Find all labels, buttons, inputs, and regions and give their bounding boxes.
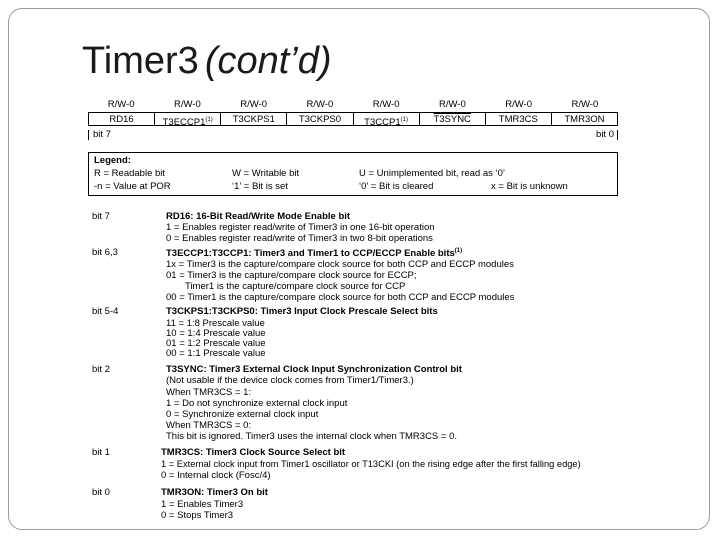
legend-item: W = Writable bit [232,168,300,179]
footnote-mark: (1) [454,248,463,254]
title-main: Timer3 [82,40,199,82]
footnote-mark: (1) [205,117,213,123]
legend-item: U = Unimplemented bit, read as ‘0’ [359,168,506,179]
bit-line: Timer1 is the capture/compare clock source for CCP [185,281,406,292]
bit-name-cell [353,112,419,129]
access-cell: R/W-0 [107,99,135,110]
legend-item: -n = Value at POR [94,181,171,192]
bit-line: (Not usable if the device clock comes from Timer1/Timer3.) [166,375,414,386]
bit-label: bit 0 [92,487,110,498]
bit-name: TMR3ON [564,114,605,125]
bit-label: bit 2 [92,364,110,375]
bit-name-cell [286,112,352,126]
access-cell: R/W-0 [439,99,466,110]
bit-line: 1 = Do not synchronize external clock input [166,398,348,409]
bit-line: 0 = Enables register read/write of Timer3 in two 8-bit operations [166,233,433,244]
bit-label: bit 1 [92,447,110,458]
bit-name: TMR3CS [498,114,538,125]
bit-name-cell [419,112,485,126]
bit-line: 01 = 1:2 Prescale value [166,338,266,349]
bit-line: 0 = Synchronize external clock input [166,409,319,420]
bit-line: 1x = Timer3 is the capture/compare clock source for both CCP and ECCP modules [166,259,514,270]
bit-heading: TMR3CS: Timer3 Clock Source Select bit [161,447,346,458]
access-row [88,100,618,110]
access-cell: R/W-0 [306,99,334,110]
bit-line: 0 = Internal clock (Fosc/4) [161,470,271,481]
access-cell: R/W-0 [372,99,400,110]
bit-heading: T3SYNC: Timer3 External Clock Input Synchronization Control bit [166,364,462,375]
bit-heading [166,248,462,259]
legend-title: Legend: [94,155,131,166]
bit-heading: TMR3ON: Timer3 On bit [161,487,268,498]
bit-name: T3CCP1 [364,117,401,129]
access-cell: R/W-0 [240,99,267,110]
bit-line: 00 = 1:1 Prescale value [166,348,266,359]
bit-name-cell [154,112,220,129]
legend-item: ‘1’ = Bit is set [232,181,288,192]
access-cell: R/W-0 [174,99,201,110]
legend-item: ‘0’ = Bit is cleared [359,181,434,192]
bit-line: 10 = 1:4 Prescale value [166,328,266,339]
slide-title [82,40,332,83]
bit-line: 1 = External clock input from Timer1 oscillator or T13CKI (on the rising edge after the first falling edge) [161,459,581,469]
bit-line: 01 = Timer3 is the capture/compare clock source for ECCP; [166,270,417,281]
tick-line [88,130,89,140]
bit-heading: RD16: 16-Bit Read/Write Mode Enable bit [166,211,351,222]
legend-item: R = Readable bit [94,168,166,179]
tick-line [617,130,618,140]
footnote-mark: (1) [400,117,408,123]
bit-label: bit 5-4 [92,306,119,317]
bit-name: T3CKPS1 [232,114,275,125]
bit-label: bit 7 [92,211,110,222]
bit-left-label: bit 7 [93,129,111,140]
access-cell: R/W-0 [571,99,599,110]
bit-name: T3SYNC [433,114,471,125]
bit-label: bit 6,3 [92,247,118,258]
legend-box [88,152,618,196]
bit-line: 0 = Stops Timer3 [161,510,234,521]
bit-name: T3CKPS0 [298,114,342,125]
bit-heading-text: T3ECCP1:T3CCP1: Timer3 and Timer1 to CCP/ECCP Enable bits [166,248,455,260]
bit-line: When TMR3CS = 1: [166,387,252,398]
title-sub: (cont’d) [204,40,332,82]
bit-line: 11 = 1:8 Prescale value [166,318,265,329]
bit-name-cell [88,112,154,126]
bit-heading: T3CKPS1:T3CKPS0: Timer3 Input Clock Prescale Select bits [166,306,438,317]
bit-name: T3ECCP1 [162,117,206,129]
bit-name-cell [485,112,551,126]
bit-line: When TMR3CS = 0: [166,420,252,431]
bit-name: RD16 [109,114,134,125]
bit-right-label: bit 0 [596,129,614,140]
bit-line: This bit is ignored. Timer3 uses the internal clock when TMR3CS = 0. [166,431,458,442]
legend-item: x = Bit is unknown [491,181,568,192]
bit-line: 1 = Enables Timer3 [161,499,244,510]
bit-line: 00 = Timer1 is the capture/compare clock source for both CCP and ECCP modules [166,292,515,303]
access-cell: R/W-0 [505,99,532,110]
bit-name-cell [220,112,286,126]
bit-line: 1 = Enables register read/write of Timer3 in one 16-bit operation [166,222,435,233]
bit-name-cell [551,112,618,126]
bit-name-row [88,112,618,129]
